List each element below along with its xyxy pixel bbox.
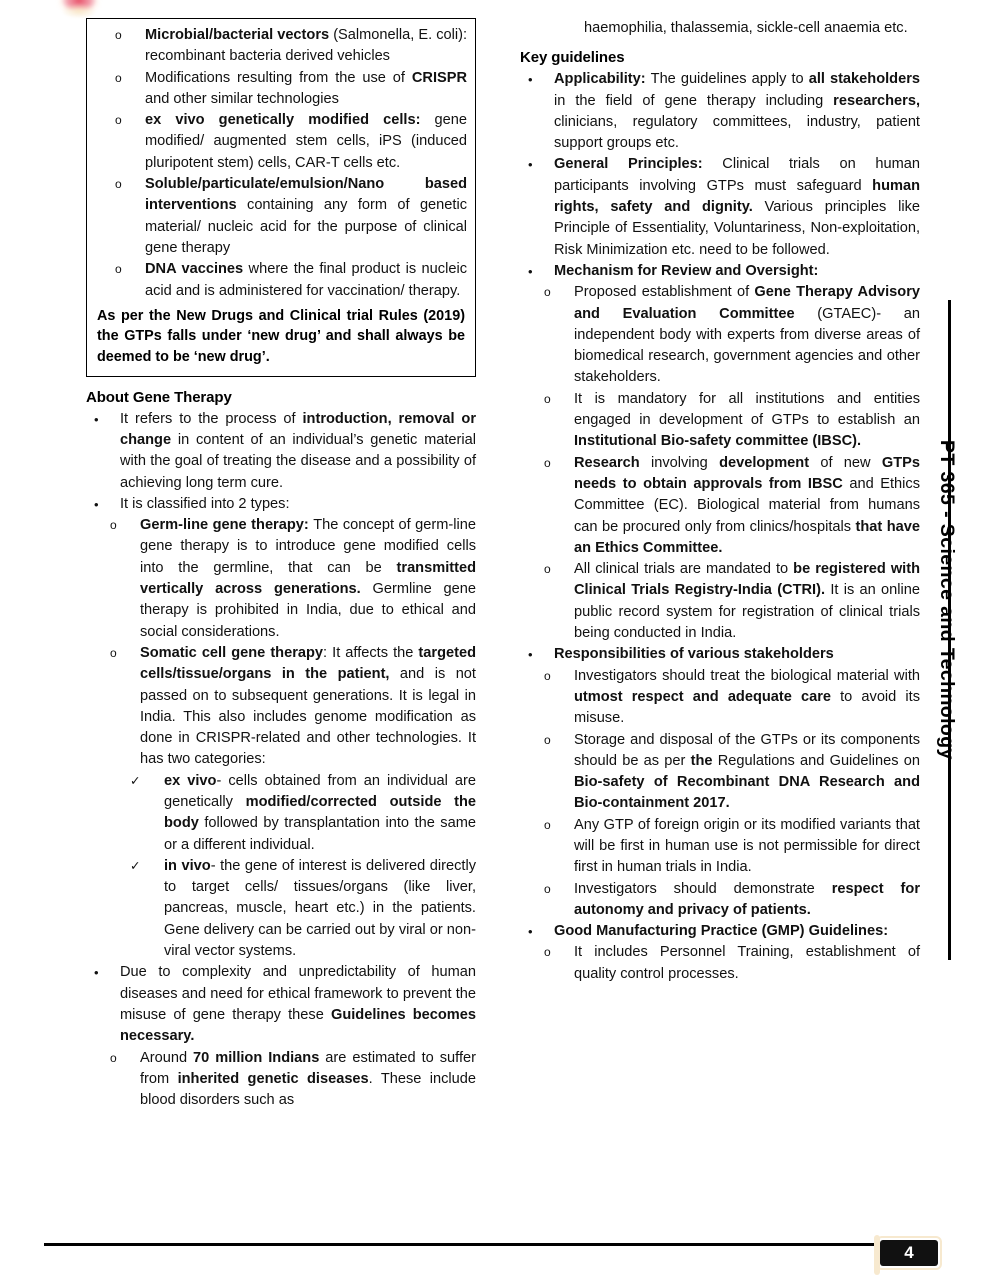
bold-run: Soluble/particulate/emulsion/Nano based interventions [145, 176, 467, 214]
two-column-body [86, 18, 921, 1218]
list-item [86, 962, 476, 1047]
list-item-text [574, 666, 920, 730]
bold-run: Gene Therapy Advisory and Evaluation Committee [574, 284, 920, 322]
bold-run: 70 million Indians [193, 1049, 326, 1066]
text-run: containing any form of genetic material/ nucleic acid for the purpose of clinical gene therapy [145, 197, 468, 256]
bold-run: ex vivo genetically modified cells: [145, 112, 435, 129]
bold-run: modified/corrected outside the body [164, 793, 477, 832]
text-run: clinicians, regulatory committees, industry, patient support groups etc. [554, 113, 920, 152]
text-run: in the field of gene therapy including [554, 92, 834, 109]
text-run: of new [820, 454, 882, 471]
text-run: to avoid its misuse. [574, 688, 920, 727]
bold-run: General Principles: [554, 156, 723, 173]
key-guidelines-heading: Key guidelines [520, 49, 625, 67]
list-item [520, 942, 920, 985]
side-tab-title: PT 365 - Science and Technology [936, 440, 958, 760]
disc-bullet-icon: • [94, 965, 99, 981]
list-item-text [574, 815, 920, 879]
circle-bullet-icon: o [110, 518, 117, 533]
bold-run: inherited genetic diseases [177, 1070, 369, 1087]
circle-bullet-icon: o [544, 562, 551, 577]
about-gene-therapy-heading: About Gene Therapy [86, 388, 232, 406]
bold-run: targeted cells/tissue/organs in the patient, [140, 644, 476, 683]
text-run: Modifications resulting from the use of [145, 69, 412, 86]
text-run: where the final product is nucleic acid and is administered for vaccination/ therapy. [145, 261, 467, 299]
text-run: (GTAEC)- an independent body with experts from diverse areas of biomedical research, government agencies and other stakeholders. [574, 305, 920, 386]
list-item [520, 879, 920, 922]
list-item [91, 25, 467, 68]
list-item [86, 515, 476, 643]
text-run: Germline gene therapy is prohibited in India, due to ethical and social considerations. [140, 581, 476, 640]
text-run: It is classified into 2 types: [120, 495, 290, 512]
checkmark-bullet-icon: ✓ [130, 858, 141, 873]
list-item [86, 494, 476, 515]
bold-run: Research [574, 454, 651, 471]
text-run: All clinical trials are mandated to [574, 561, 794, 578]
circle-bullet-icon: o [544, 455, 551, 470]
circle-bullet-icon: o [115, 262, 122, 277]
list-item [91, 259, 467, 302]
list-item-text [574, 879, 920, 922]
text-run: It is mandatory for all institutions and entities engaged in development of GTPs to establish an [574, 390, 920, 429]
bold-run: Good Manufacturing Practice (GMP) Guidelines: [554, 923, 889, 940]
disc-bullet-icon: • [528, 924, 533, 940]
text-run: Storage and disposal of the GTPs or its components should be as per [574, 731, 920, 769]
list-item-text [120, 962, 476, 1047]
list-item [91, 68, 467, 111]
list-item-text [145, 174, 467, 259]
text-run: (Salmonella, E. coli): recombinant bacteria derived vehicles [145, 27, 468, 65]
text-run: - cells obtained from an individual are genetically [164, 772, 476, 810]
list-item [86, 856, 476, 962]
footer-rule [44, 1243, 890, 1246]
logo-bleed-mark-secondary [62, 4, 96, 18]
list-item [91, 110, 467, 174]
list-item-text [574, 559, 920, 644]
bold-run: Microbial/bacterial vectors [145, 27, 334, 43]
text-run: in content of an individual’s genetic material with the goal of treating the disease and a possibility of achieving long term cure. [120, 431, 476, 491]
text-run: Around [140, 1049, 194, 1066]
text-run: followed by transplantation into the same or a different individual. [164, 815, 476, 853]
circle-bullet-icon: o [110, 1050, 117, 1065]
bold-run: transmitted vertically across generations. [140, 559, 476, 598]
list-item [520, 666, 920, 730]
right-column [520, 18, 920, 985]
text-run: Investigators should treat the biological material with [574, 667, 920, 684]
bold-run: Germ-line gene therapy: [140, 517, 314, 534]
list-item [86, 1048, 476, 1112]
callout-bullet-list [91, 25, 467, 302]
list-item-text [554, 154, 920, 260]
text-run: - the gene of interest is delivered directly to target cells/ tissues/organs (like liver, pancreas, muscle, heart etc.) in the patients. Gene delivery can be carried out by viral or non- viral vector systems. [164, 857, 476, 960]
text-run: Proposed establishment of [574, 284, 755, 301]
bold-run: Guidelines becomes necessary. [120, 1006, 476, 1045]
text-run: The concept of germ-line gene therapy is to introduce gene modified cells into the germline, that can be [140, 517, 476, 576]
list-item [520, 559, 920, 644]
text-run: . These include blood disorders such as [140, 1070, 476, 1109]
list-item [520, 815, 920, 879]
list-item-text [145, 110, 467, 174]
list-item [520, 282, 920, 388]
text-run: Any GTP of foreign origin or its modified variants that will be first in human use is not permissible for direct first in human trials in India. [574, 816, 920, 876]
bold-run: human rights, safety and dignity. [554, 177, 920, 216]
text-run: Investigators should demonstrate [574, 880, 832, 897]
callout-box [86, 18, 476, 377]
text-run: Regulations and Guidelines on [717, 752, 920, 769]
left-column [86, 18, 476, 1111]
circle-bullet-icon: o [544, 668, 551, 683]
bold-run: Mechanism for Review and Oversight: [554, 262, 819, 279]
circle-bullet-icon: o [544, 732, 551, 747]
list-item-text [145, 259, 467, 302]
circle-bullet-icon: o [115, 70, 122, 85]
circle-bullet-icon: o [544, 285, 551, 300]
page-number: 4 [880, 1240, 938, 1266]
bold-run: CRISPR [411, 69, 467, 86]
circle-bullet-icon: o [115, 177, 122, 192]
text-run: The guidelines apply to [650, 71, 809, 88]
bold-run: the [690, 752, 718, 769]
list-item [520, 921, 920, 942]
page-number-badge [876, 1236, 942, 1270]
text-run: : It affects the [323, 644, 419, 661]
bold-run: Institutional Bio-safety committee (IBSC). [574, 433, 862, 450]
circle-bullet-icon: o [110, 645, 117, 660]
text-run: and other similar technologies [145, 90, 339, 107]
text-run: and is not passed on to subsequent generations. It is legal in India. This also includes genome modification as done in CRISPR-related and other technologies. It has two categories: [140, 666, 476, 768]
text-run: Due to complexity and unpredictability of human diseases and need for ethical framework to prevent the misuse of gene therapy these [120, 964, 476, 1023]
list-item-text [140, 515, 476, 643]
list-item-text [574, 282, 920, 388]
list-item [86, 771, 476, 856]
bold-run: respect for autonomy and privacy of patients. [574, 880, 920, 918]
circle-bullet-icon: o [115, 28, 122, 42]
list-item-text [145, 25, 467, 68]
bold-run: Responsibilities of various stakeholders [554, 646, 834, 663]
list-item-text [574, 942, 920, 985]
bold-run: ex vivo [164, 772, 217, 789]
bold-run: researchers, [833, 92, 920, 109]
list-item-text [574, 389, 920, 453]
text-run: It is an online public record system for registration of clinical trials being conducted in India. [574, 582, 920, 642]
bold-run: introduction, removal or change [120, 410, 476, 448]
list-item [520, 730, 920, 815]
text-run: It refers to the process of [120, 410, 303, 427]
right-column-bullet-list [520, 69, 920, 985]
list-item-text [554, 261, 920, 282]
list-item [86, 643, 476, 771]
list-item-text [574, 730, 920, 815]
left-column-bullet-list [86, 409, 476, 1112]
list-item-text [574, 453, 920, 559]
text-run: It includes Personnel Training, establishment of quality control processes. [574, 944, 920, 982]
list-item-text [140, 1048, 476, 1112]
circle-bullet-icon: o [544, 945, 551, 960]
text-run: involving [651, 454, 720, 471]
circle-bullet-icon: o [544, 817, 551, 832]
list-item [520, 389, 920, 453]
list-item [91, 174, 467, 259]
bold-run: be registered with Clinical Trials Registry-India (CTRI). [574, 561, 921, 599]
list-item [520, 644, 920, 665]
list-item-text [164, 771, 476, 856]
list-item [520, 69, 920, 154]
bold-run: DNA vaccines [145, 261, 249, 278]
circle-bullet-icon: o [544, 881, 551, 896]
list-item [520, 453, 920, 559]
list-item-text [554, 921, 920, 942]
bold-run: GTPs needs to obtain approvals from IBSC [574, 454, 920, 492]
text-run: Clinical trials on human participants involving GTPs must safeguard [554, 156, 920, 194]
disc-bullet-icon: • [528, 157, 533, 173]
disc-bullet-icon: • [94, 496, 99, 512]
list-item-text [554, 644, 920, 665]
list-item [520, 154, 920, 260]
list-item-text [120, 409, 476, 494]
text-run: and Ethics Committee (EC). Biological material from humans can be procured only from clinics/hospitals [574, 475, 920, 535]
bold-run: development [719, 454, 821, 471]
bold-run: that have an Ethics Committee. [574, 518, 920, 556]
list-item-text [164, 856, 476, 962]
bold-run: all stakeholders [808, 71, 920, 88]
list-item-text [120, 494, 476, 515]
list-item [86, 409, 476, 494]
bold-run: utmost respect and adequate care [574, 688, 841, 705]
disc-bullet-icon: • [528, 647, 533, 663]
bold-run: Applicability: [554, 71, 651, 88]
text-run: gene modified/ augmented stem cells, iPS (induced pluripotent stem) cells, CAR-T cells etc. [145, 112, 467, 171]
circle-bullet-icon: o [115, 113, 122, 128]
checkmark-bullet-icon: ✓ [130, 773, 141, 788]
continuation-paragraph: haemophilia, thalassemia, sickle-cell anaemia etc. [584, 20, 908, 36]
disc-bullet-icon: • [528, 263, 533, 279]
circle-bullet-icon: o [544, 391, 551, 406]
text-run: are estimated to suffer from [140, 1049, 476, 1087]
list-item-text [140, 643, 476, 771]
disc-bullet-icon: • [528, 72, 533, 88]
bold-run: Somatic cell gene therapy [140, 644, 324, 661]
disc-bullet-icon: • [94, 411, 99, 427]
list-item [520, 261, 920, 282]
callout-note: As per the New Drugs and Clinical trial Rules (2019) the GTPs falls under ‘new drug’ and shall always be deemed to be ‘new drug’. [97, 307, 465, 366]
bold-run: in vivo [164, 857, 211, 874]
list-item-text [145, 68, 467, 111]
bold-run: Bio-safety of Recombinant DNA Research and Bio-containment 2017. [574, 774, 920, 812]
list-item-text [554, 69, 920, 154]
text-run: Various principles like Principle of Essentiality, Voluntariness, Non-exploitation, Risk Minimization etc. need to be followed. [554, 199, 920, 258]
